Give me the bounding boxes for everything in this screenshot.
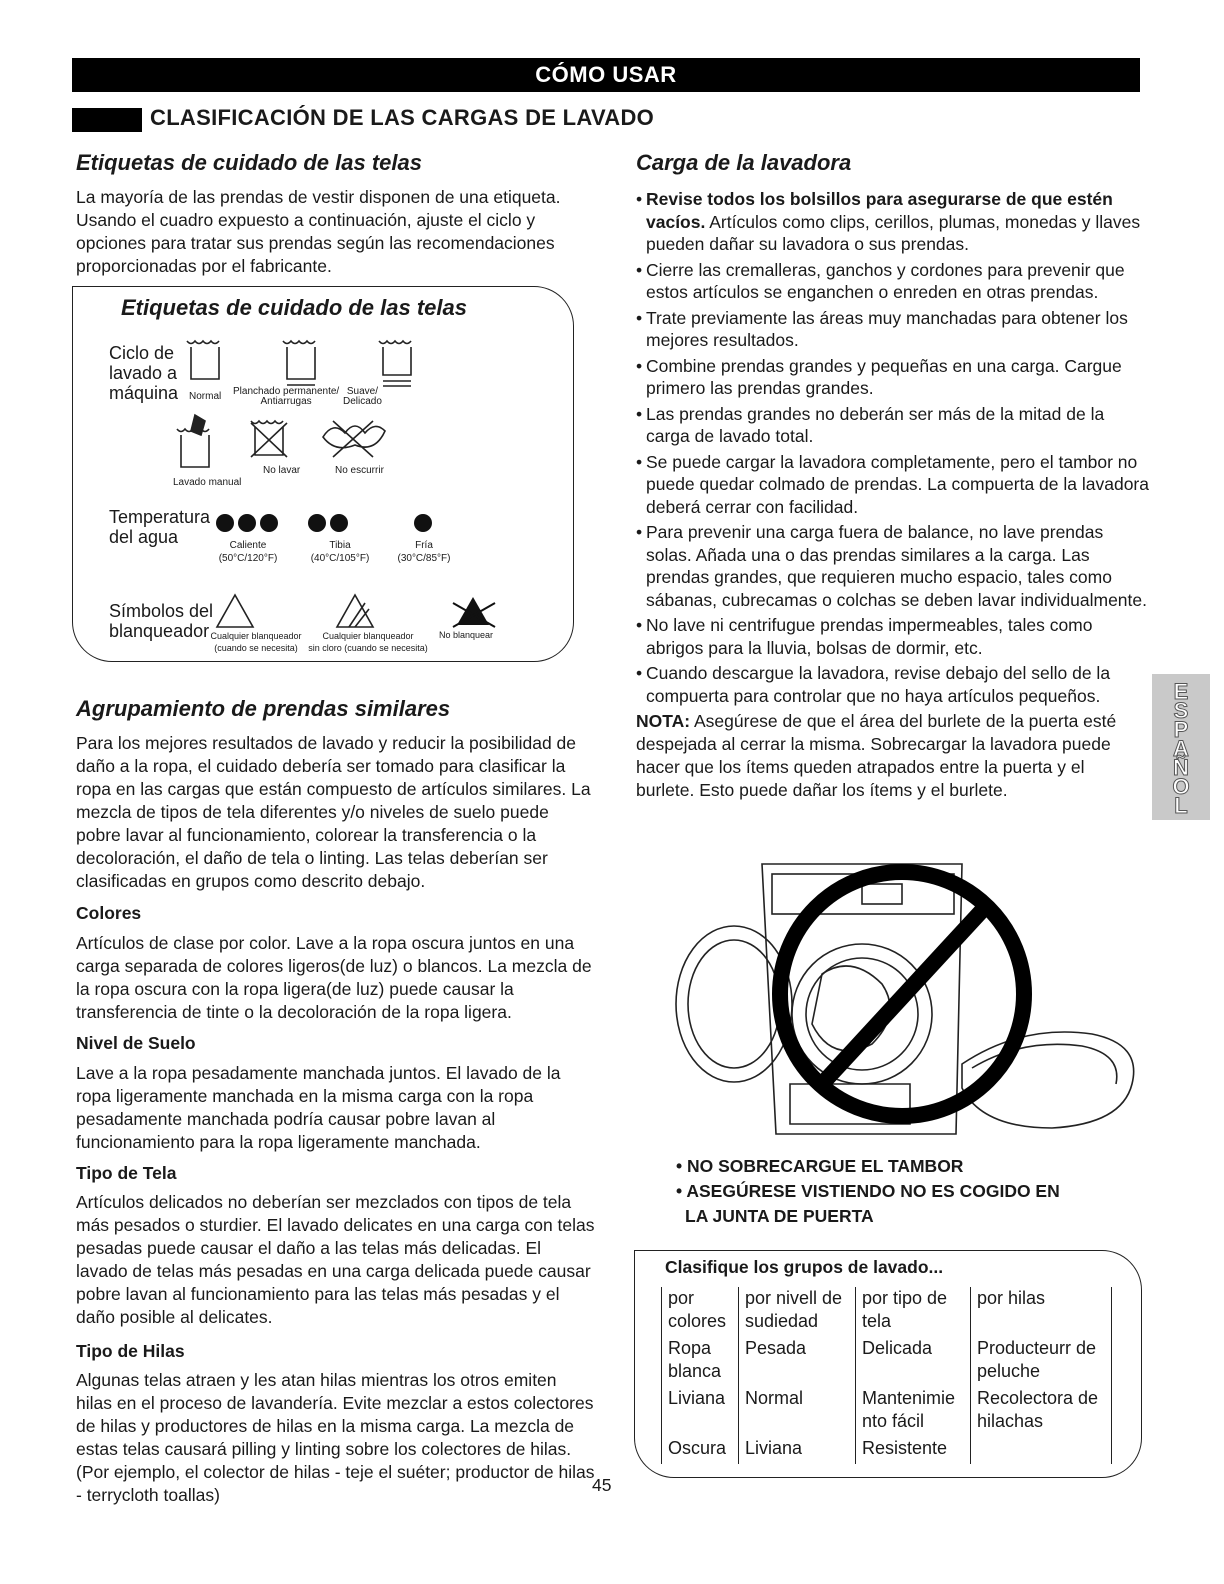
table-cell: Resistente xyxy=(856,1437,971,1464)
gentle-label-1: Suave/ xyxy=(346,386,379,397)
sort-table xyxy=(661,1287,1112,1464)
table-cell: Mantenimie nto fácil xyxy=(856,1387,971,1437)
bullet-item: • Cierre las cremalleras, ganchos y cordones para prevenir que estos artículos se enganchen o enreden en otras prendas. xyxy=(636,259,1152,304)
normal-label: Normal xyxy=(189,391,222,402)
table-cell: Oscura xyxy=(662,1437,739,1464)
warning-overload: • NO SOBRECARGUE EL TAMBOR xyxy=(676,1156,964,1176)
hot-label xyxy=(203,539,293,565)
table-row xyxy=(662,1437,1112,1464)
temperature-dots xyxy=(213,511,463,535)
table-row xyxy=(662,1337,1112,1387)
hot-label-name: Caliente xyxy=(229,540,267,551)
sort-title: Clasifique los grupos de lavado... xyxy=(665,1257,944,1277)
no-bleach-icon xyxy=(453,597,495,627)
soil-title: Nivel de Suelo xyxy=(76,1033,196,1053)
lint-title: Tipo de Hilas xyxy=(76,1341,185,1361)
note xyxy=(636,710,1142,802)
table-cell: Recolectora de hilachas xyxy=(971,1387,1112,1437)
warning-door: • ASEGÚRESE VISTIENDO NO ES COGIDO EN xyxy=(676,1181,1060,1201)
table-cell: por tipo de tela xyxy=(856,1287,971,1337)
normal-wash-icon xyxy=(187,341,219,344)
any-bleach-icon xyxy=(217,595,253,627)
load-bullets xyxy=(636,188,1152,802)
machine-wash-icons xyxy=(183,337,483,393)
care-heading: Etiquetas de cuidado de las telas xyxy=(76,150,422,175)
any-bleach-label-1: Cualquier blanqueador xyxy=(210,631,302,641)
machine-label-2: lavado a xyxy=(109,363,178,383)
language-side-tab xyxy=(1152,674,1210,820)
warning-door-text-2: LA JUNTA DE PUERTA xyxy=(685,1206,874,1226)
bullet-item: • Trate previamente las áreas muy manchadas para obtener los mejores resultados. xyxy=(636,307,1152,352)
nonchlorine-label-1: Cualquier blanqueador xyxy=(322,631,414,641)
table-cell xyxy=(971,1437,1112,1464)
group-heading: Agrupamiento de prendas similares xyxy=(76,696,451,721)
no-wash-label: No lavar xyxy=(263,465,301,476)
lint-text: Algunas telas atraen y les atan hilas mientras los otros emiten hilas en el proceso de lavandería. Evite mezclar a estos colectores de hilas y productores de hilas en la misma carga. La mezcla de estas telas causará pilling y linting sobre los colectores de hilas. (Por ejemplo, el colector de hilas - teje el suéter; productor de hilas - terrycloth toallas) xyxy=(76,1370,595,1505)
machine-label-1: Ciclo de xyxy=(109,343,175,363)
table-cell: por colores xyxy=(662,1287,739,1337)
bullet-item: • No lave ni centrifugue prendas impermeables, tales como abrigos para la lluvia, bolsas de dormir, etc. xyxy=(636,614,1152,659)
table-cell: Normal xyxy=(739,1387,856,1437)
side-tab-letter: L xyxy=(1174,793,1188,818)
side-tab-letter: O xyxy=(1172,774,1190,799)
nonchlorine-label-2: sin cloro (cuando se necesita) xyxy=(308,643,428,653)
group-intro: Para los mejores resultados de lavado y reducir la posibilidad de daño a la ropa, el cuidado debería ser tomado para clasificar la ropa en las cargas que están compuesto de artículos similares. La mezcla de tipos de tela diferentes y/o niveles de suelo puede pobre lavar al funcionamiento, colorear la transferencia o la decoloración, el daño de tela o linting. Las telas deberían ser clasificadas en grupos como descrito debajo. xyxy=(76,733,591,891)
gentle-label xyxy=(343,387,382,407)
side-tab-letter: S xyxy=(1173,698,1189,723)
any-bleach-label xyxy=(201,630,311,654)
temperature-label-2: del agua xyxy=(109,527,179,547)
cold-label-name: Fría xyxy=(415,540,433,551)
any-bleach-label-2: (cuando se necesita) xyxy=(214,643,298,653)
colors-text: Artículos de clase por color. Lave a la ropa oscura juntos en una carga separada de colores ligeros(de luz) o blancos. La mezcla de la ropa oscura con la ropa ligera(de luz) puede causar la transferencia de tinte o la decoloración de la ropa ligera. xyxy=(76,933,592,1022)
bullet-pockets-bold: Revise todos los bolsillos para asegurarse de que estén vacíos. xyxy=(646,189,1113,232)
overloaded-washer-illustration xyxy=(672,854,1148,1144)
warm-dot xyxy=(308,514,326,532)
section-bar xyxy=(72,108,142,132)
table-row xyxy=(662,1387,1112,1437)
cold-label-range: (30°C/85°F) xyxy=(397,553,451,564)
bleach-label-1: Símbolos del xyxy=(109,601,214,621)
care-intro: La mayoría de las prendas de vestir disponen de una etiqueta. Usando el cuadro expuesto a continuación, ajuste el ciclo y opciones para tratar sus prendas según las recomendaciones proporcionadas por el fabricante. xyxy=(76,187,561,276)
table-cell: Liviana xyxy=(739,1437,856,1464)
soil-text: Lave a la ropa pesadamente manchada juntos. El lavado de la ropa ligeramente manchada en la misma carga con la ropa pesadamente manchada podría causar pobre lavan al funcionamiento para la ropa ligeramente manchada. xyxy=(76,1063,561,1152)
table-row xyxy=(662,1287,1112,1337)
bleach-icons xyxy=(213,591,533,631)
side-tab-letter: Ñ xyxy=(1173,755,1189,780)
page-number: 45 xyxy=(592,1475,612,1495)
warnings xyxy=(676,1154,1060,1229)
bullet-item: • Combine prendas grandes y pequeñas en una carga. Cargue primero las prendas grandes. xyxy=(636,355,1152,400)
machine-label xyxy=(109,343,178,403)
hot-dot xyxy=(238,514,256,532)
load-heading: Carga de la lavadora xyxy=(636,150,852,175)
table-cell: Producteurr de peluche xyxy=(971,1337,1112,1387)
cold-label xyxy=(379,539,469,565)
warm-dot xyxy=(330,514,348,532)
warm-label xyxy=(295,539,385,565)
note-text: Asegúrese de que el área del burlete de la puerta esté despejada al cerrar la misma. Sobrecargar la lavadora puede hacer que los ítems queden atrapados entre la puerta y el burlete. Esto puede dañar los ítems y el burlete. xyxy=(636,711,1117,800)
warm-label-name: Tibia xyxy=(329,540,351,551)
gentle-label-2: Delicado xyxy=(343,396,382,407)
side-tab-letter: E xyxy=(1173,679,1189,704)
table-cell: Pesada xyxy=(739,1337,856,1387)
hot-dot xyxy=(260,514,278,532)
hot-label-range: (50°C/120°F) xyxy=(218,553,278,564)
colors-title: Colores xyxy=(76,903,142,923)
table-cell: Liviana xyxy=(662,1387,739,1437)
temperature-label-1: Temperatura xyxy=(109,507,211,527)
bullet-pockets-rest: Artículos como clips, cerillos, plumas, monedas y llaves pueden dañar su lavadora o sus prendas. xyxy=(646,211,1141,254)
bullet-item: • Las prendas grandes no deberán ser más de la mitad de la carga de lavado total. xyxy=(636,403,1152,448)
sort-groups-box xyxy=(634,1250,1142,1478)
table-cell: Delicada xyxy=(856,1337,971,1387)
page-banner: CÓMO USAR xyxy=(72,58,1140,92)
hand-wash-label: Lavado manual xyxy=(173,477,242,488)
warning-overload-text: NO SOBRECARGUE EL TAMBOR xyxy=(687,1156,964,1176)
side-tab-letters xyxy=(1152,679,1210,818)
permanent-press-icon xyxy=(283,341,315,344)
section-title: CLASIFICACIÓN DE LAS CARGAS DE LAVADO xyxy=(150,105,655,130)
cold-dot xyxy=(414,514,432,532)
warm-label-range: (40°C/105°F) xyxy=(310,553,370,564)
no-wash-icon xyxy=(251,421,283,424)
table-cell: por hilas xyxy=(971,1287,1112,1337)
machine-label-3: máquina xyxy=(109,383,179,403)
side-tab-letter: P xyxy=(1173,717,1189,742)
side-tab-letter: A xyxy=(1173,736,1189,761)
bullet-item: • Para prevenir una carga fuera de balance, no lave prendas solas. Añada una o das prendas similares a la carga. Las prendas grandes, que requieren mucho espacio, tales como sábanas, cubrecamas o colchas se deben lavar individualmente. xyxy=(636,521,1152,611)
bleach-label xyxy=(109,601,213,641)
gentle-wash-icon xyxy=(379,341,411,344)
note-label: NOTA: xyxy=(636,711,691,731)
care-box-title: Etiquetas de cuidado de las telas xyxy=(121,295,467,320)
fabric-title: Tipo de Tela xyxy=(76,1163,177,1183)
table-cell: por nivell de sudiedad xyxy=(739,1287,856,1337)
permanent-label xyxy=(233,387,339,407)
care-label-box xyxy=(72,286,574,662)
nonchlorine-label xyxy=(303,630,433,654)
bullet-item: • Se puede cargar la lavadora completamente, pero el tambor no puede quedar colmado de prendas. La compuerta de la lavadora deberá cerrar con facilidad. xyxy=(636,451,1152,519)
bullet-item: • Cuando descargue la lavadora, revise debajo del sello de la compuerta para controlar que no haya artículos pequeños. xyxy=(636,662,1152,707)
no-bleach-label: No blanquear xyxy=(439,630,494,640)
table-cell: Ropa blanca xyxy=(662,1337,739,1387)
hot-dot xyxy=(216,514,234,532)
permanent-label-2: Antiarrugas xyxy=(260,396,312,407)
fabric-text: Artículos delicados no deberían ser mezclados con tipos de tela más pesados o sturdier. El lavado delicates en una carga con telas pesadas puede causar el daño a las telas más delicadas. El lavado de telas más pesadas en una carga delicada puede causar pobre lavan al funcionamiento para las telas más pesadas y el daño posible al delicates. xyxy=(76,1192,595,1327)
warning-door-text-1: ASEGÚRESE VISTIENDO NO ES COGIDO EN xyxy=(686,1181,1060,1201)
bullet-pockets xyxy=(636,188,1152,256)
no-wring-icon xyxy=(323,426,385,448)
no-wring-label: No escurrir xyxy=(335,465,384,476)
prohibited-slash xyxy=(822,904,988,1084)
bleach-label-2: blanqueador xyxy=(109,621,210,641)
temperature-label xyxy=(109,507,210,547)
permanent-label-1: Planchado permanente/ xyxy=(233,386,340,397)
